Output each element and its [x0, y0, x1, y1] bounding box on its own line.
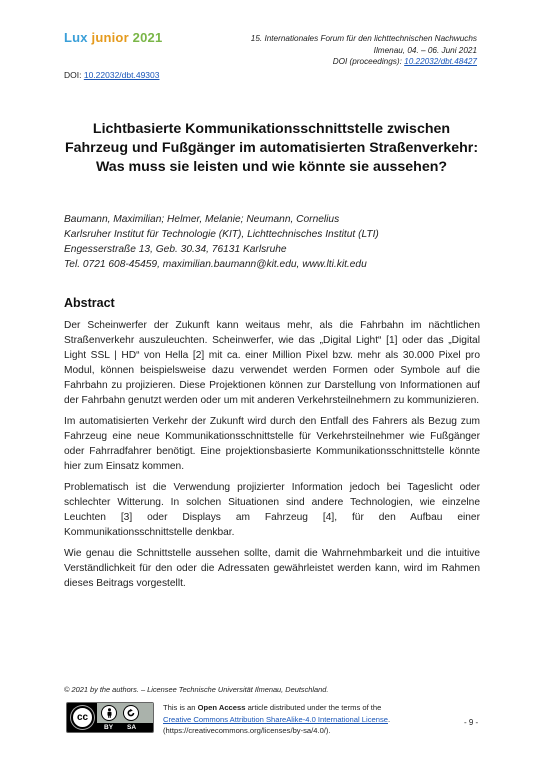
logo-word-junior: junior	[91, 30, 129, 45]
abstract-paragraph: Wie genau die Schnittstelle aussehen sollte, damit die Wahrnehmbarkeit und die intuitive Verständlichkeit für den oder die Adressaten gewährleistet werden kann, wird im Rahmen dieses Beitrags vorgestellt.	[64, 548, 480, 589]
author-affiliation: Karlsruher Institut für Technologie (KIT), Lichttechnisches Institut (LTI)	[64, 229, 379, 240]
license-text: article distributed under the terms of the	[245, 703, 382, 712]
abstract-paragraph: Der Scheinwerfer der Zukunft kann weitaus mehr, als die Fahrbahn im nächtlichen Straßenverkehr auszuleuchten. Scheinwerfer, wie das „Digital Light“ [1] oder das „Digital Light SSL | HD“ von Hella [2] mit ca. einer Million Pixel bzw. mehr als 30.000 Pixel pro Modul, können beispielsweise dazu verwendet werden Formen oder Symbole auf die Fahrbahn zu projizieren. Diese Projektionen können zur Darstellung von Informationen auf der Fahrbahn genutzt werden oder um mit anderen Verkehrsteilnehmern zu kommunizieren.	[64, 320, 480, 406]
article-doi-link[interactable]: 10.22032/dbt.49303	[83, 70, 160, 80]
author-names: Baumann, Maximilian; Helmer, Melanie; Neumann, Cornelius	[64, 214, 340, 225]
conference-name: 15. Internationales Forum für den lichttechnischen Nachwuchs	[250, 34, 477, 43]
proceedings-doi-link[interactable]: 10.22032/dbt.48427	[404, 57, 477, 66]
article-doi	[64, 70, 159, 80]
page-number: - 9 -	[464, 718, 479, 727]
abstract-paragraph: Im automatisierten Verkehr der Zukunft wird durch den Entfall des Fahrers als Bezug zum Fahrzeug eine neue Kommunikationsschnittstelle für Verkehrsteilnehmer wie Fußgänger oder Fahrradfahrer benötigt. Eine projektionsbasierte Kommunikationsschnittstelle könnte hier zum Einsatz kommen.	[64, 416, 480, 472]
copyright-notice: © 2021 by the authors. – Licensee Technische Universität Ilmenau, Deutschland.	[64, 685, 329, 694]
cc-icon: cc	[71, 706, 94, 729]
abstract-body	[64, 318, 480, 597]
abstract-heading: Abstract	[64, 296, 115, 310]
license-notice	[163, 702, 433, 737]
author-block	[64, 212, 379, 272]
conference-date: Ilmenau, 04. – 06. Juni 2021	[373, 45, 477, 55]
person-icon	[101, 705, 117, 721]
license-text: .	[387, 714, 391, 724]
abstract-paragraph: Problematisch ist die Verwendung projizierter Information jedoch bei Tageslicht oder schlechter Witterung. In solchen Situationen sind andere Technologien, wie einzelne Leuchten [3] oder Displays am Fahrzeug [4], für den Aufbau einer Kommunikationsschnittstelle denkbar.	[64, 482, 480, 538]
license-url: (https://creativecommons.org/licenses/by-sa/4.0/).	[163, 726, 331, 735]
author-address: Engesserstraße 13, Geb. 30.34, 76131 Karlsruhe	[64, 244, 287, 255]
share-alike-icon	[123, 705, 139, 721]
license-text: This is an	[163, 703, 198, 712]
cc-by-sa-badge[interactable]	[66, 702, 154, 733]
conference-header	[251, 33, 477, 68]
open-access-label: Open Access	[197, 703, 246, 712]
article-doi-label: DOI:	[64, 70, 84, 80]
paper-title: Lichtbasierte Kommunikationsschnittstelle zwischen Fahrzeug und Fußgänger im automatisierten Straßenverkehr: Was muss sie leisten und wie könnte sie aussehen?	[64, 121, 479, 175]
proceedings-doi	[251, 56, 477, 68]
conference-logo	[64, 30, 162, 45]
author-contact: Tel. 0721 608-45459, maximilian.baumann@kit.edu, www.lti.kit.edu	[64, 259, 367, 270]
by-label: BY	[104, 724, 114, 731]
sa-label: SA	[127, 724, 137, 731]
logo-word-lux: Lux	[64, 30, 88, 45]
license-link[interactable]: Creative Commons Attribution ShareAlike-4.0 International License	[163, 714, 388, 724]
logo-year: 2021	[132, 30, 163, 45]
proceedings-doi-label: DOI (proceedings):	[332, 57, 405, 66]
